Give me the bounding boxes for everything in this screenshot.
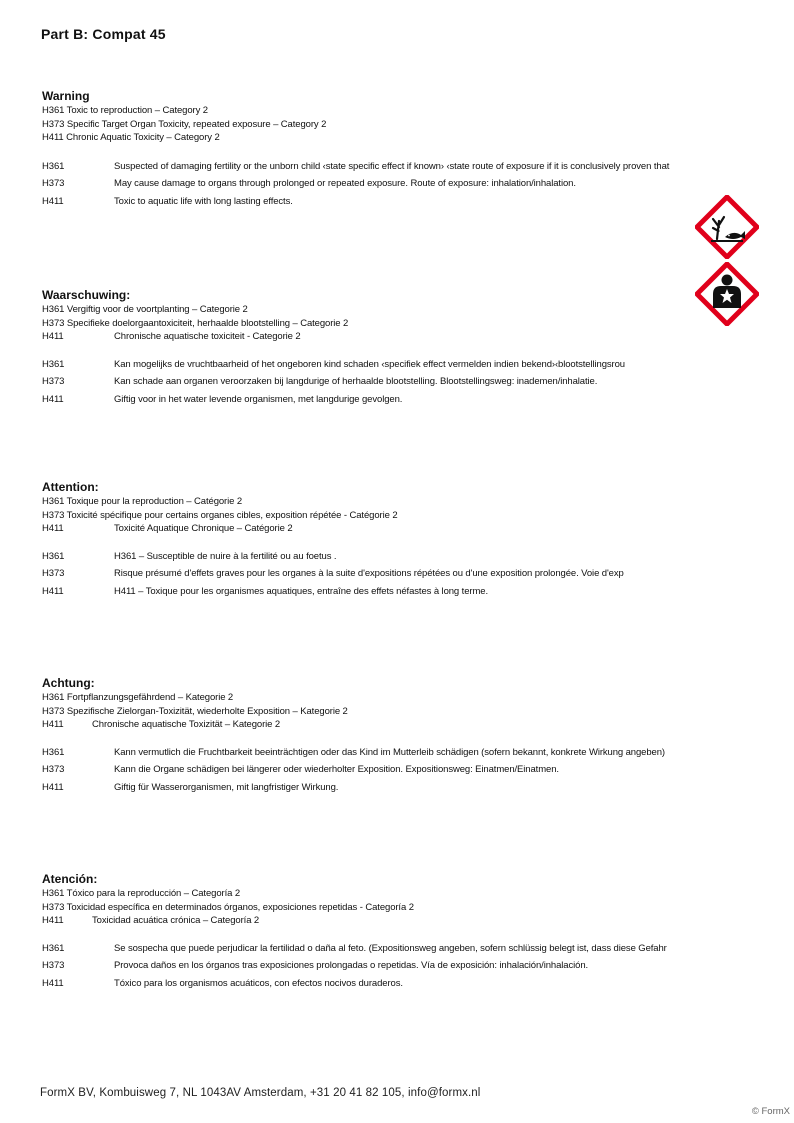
statement-text: May cause damage to organs through prolonged or repeated exposure. Route of exposure: inhalation/inhalation. <box>114 178 576 189</box>
environment-hazard-icon <box>695 195 759 259</box>
classification-text: Toxicité spécifique pour certains organes cibles, exposition répétée - Catégorie 2 <box>64 509 398 521</box>
statement-text: Tóxico para los organismos acuáticos, con efectos nocivos duraderos. <box>114 977 403 989</box>
statement-text: Suspected of damaging fertility or the unborn child ‹state specific effect if known› ‹state route of exposure if it is conclusively proven that <box>114 160 670 172</box>
statement-text: Giftig für Wasserorganismen, mit langfristiger Wirkung. <box>114 781 339 793</box>
section-de <box>42 676 742 796</box>
hazard-statement <box>42 565 736 583</box>
hazard-statement <box>42 761 736 779</box>
section-nl <box>42 288 742 408</box>
classification-text: Specific Target Organ Toxicity, repeated exposure – Category 2 <box>64 118 327 130</box>
h-code: H411 <box>42 719 64 730</box>
h-code: H373 <box>42 568 65 579</box>
classification-text: Toxicité Aquatique Chronique – Catégorie 2 <box>114 523 293 534</box>
hazard-statement <box>42 583 736 601</box>
classification-line <box>42 901 742 915</box>
h-code: H411 <box>42 915 64 926</box>
hazard-statement <box>42 158 736 176</box>
section-heading: Achtung: <box>42 676 95 690</box>
classification-line <box>42 887 742 901</box>
classification-line <box>42 718 742 732</box>
h-code: H361 <box>42 888 65 899</box>
hazard-statement <box>42 356 736 374</box>
h-code: H361 <box>42 160 65 172</box>
section-heading: Waarschuwing: <box>42 288 131 302</box>
h-code: H411 <box>42 523 64 534</box>
classification-line <box>42 330 742 344</box>
hazard-statement <box>42 373 736 391</box>
section-en <box>42 89 742 210</box>
classification-text: Vergiftig voor de voortplanting – Categorie 2 <box>64 304 248 315</box>
h-code: H411 <box>42 132 64 143</box>
section-heading: Warning <box>42 89 90 103</box>
hazard-statement <box>42 548 736 566</box>
statement-text: Se sospecha que puede perjudicar la fertilidad o daña al feto. (Expositionsweg angeben, sofern schlüssig belegt ist, dass diese Gefahr <box>114 942 667 954</box>
classification-line <box>42 131 742 145</box>
h-code: H361 <box>42 358 65 370</box>
statement-text: Giftig voor in het water levende organismen, met langdurige gevolgen. <box>114 393 403 405</box>
section-heading: Atención: <box>42 872 98 886</box>
hazard-statement <box>42 940 736 958</box>
statement-text: Kann vermutlich die Fruchtbarkeit beeinträchtigen oder das Kind im Mutterleib schädigen (sofern bekannt, konkrete Wirkung angeben) <box>114 746 665 758</box>
hazard-statement <box>42 779 736 797</box>
h-code: H373 <box>42 764 65 775</box>
h-code: H373 <box>42 901 65 913</box>
statement-text: H361 – Susceptible de nuire à la fertilité ou au foetus . <box>114 550 337 562</box>
section-es <box>42 872 742 992</box>
classification-text: Specifieke doelorgaantoxiciteit, herhaalde blootstelling – Categorie 2 <box>64 317 349 329</box>
hazard-statement <box>42 957 736 975</box>
statement-text: Kan schade aan organen veroorzaken bij langdurige of herhaalde blootstelling. Blootstellingsweg: inademen/inhalatie. <box>114 376 598 387</box>
hazard-statement <box>42 193 736 211</box>
h-code: H361 <box>42 105 65 116</box>
h-code: H373 <box>42 705 65 717</box>
hazard-statement <box>42 744 736 762</box>
classification-line <box>42 691 742 705</box>
copyright: © FormX <box>751 1106 790 1117</box>
classification-text: Toxicidad específica en determinados órganos, exposiciones repetidas - Categoría 2 <box>64 901 414 913</box>
h-code: H361 <box>42 550 65 562</box>
statement-text: H411 – Toxique pour les organismes aquatiques, entraîne des effets néfastes à long terme. <box>114 585 488 597</box>
classification-line <box>42 705 742 719</box>
h-code: H411 <box>42 195 64 207</box>
hazard-statement <box>42 391 736 409</box>
h-code: H373 <box>42 960 65 971</box>
classification-text: Chronische aquatische Toxizität – Kategorie 2 <box>92 719 281 730</box>
statement-text: Kan mogelijks de vruchtbaarheid of het ongeboren kind schaden ‹specifiek effect vermelden indien bekend›‹blootstellingsrou <box>114 358 625 370</box>
hazard-statement <box>42 175 736 193</box>
classification-text: Fortpflanzungsgefährdend – Kategorie 2 <box>64 692 234 703</box>
h-code: H373 <box>42 118 65 130</box>
classification-text: Toxic to reproduction – Category 2 <box>64 105 208 116</box>
classification-line <box>42 317 742 331</box>
statement-text: Risque présumé d'effets graves pour les organes à la suite d'expositions répétées ou d'une exposition prolongée. Voie d'exp <box>114 568 624 579</box>
classification-text: Toxique pour la reproduction – Catégorie 2 <box>64 496 243 507</box>
classification-text: Spezifische Zielorgan-Toxizität, wiederholte Exposition – Kategorie 2 <box>64 705 348 717</box>
statement-text: Provoca daños en los órganos tras exposiciones prolongadas o repetidas. Vía de exposición: inhalación/inhalación. <box>114 960 589 971</box>
footer-address: FormX BV, Kombuisweg 7, NL 1043AV Amsterdam, +31 20 41 82 105, info@formx.nl <box>40 1087 481 1099</box>
h-code: H411 <box>42 393 64 405</box>
h-code: H411 <box>42 331 64 342</box>
hazard-statement <box>42 975 736 993</box>
page-title: Part B: Compat 45 <box>41 26 166 42</box>
h-code: H373 <box>42 317 65 329</box>
classification-line <box>42 118 742 132</box>
health-hazard-icon <box>695 262 759 326</box>
h-code: H361 <box>42 496 65 507</box>
h-code: H373 <box>42 178 65 189</box>
classification-text: Tóxico para la reproducción – Categoría 2 <box>64 888 241 899</box>
h-code: H361 <box>42 942 65 954</box>
classification-line <box>42 522 742 536</box>
section-fr <box>42 480 742 600</box>
statement-text: Toxic to aquatic life with long lasting effects. <box>114 195 293 207</box>
classification-line <box>42 495 742 509</box>
classification-line <box>42 914 742 928</box>
classification-line <box>42 509 742 523</box>
h-code: H411 <box>42 781 64 793</box>
classification-line <box>42 303 742 317</box>
classification-line <box>42 104 742 118</box>
statement-text: Kann die Organe schädigen bei längerer oder wiederholter Exposition. Expositionsweg: Einatmen/Einatmen. <box>114 764 559 775</box>
h-code: H411 <box>42 585 64 597</box>
classification-text: Toxicidad acuática crónica – Categoría 2 <box>92 915 260 926</box>
h-code: H373 <box>42 509 65 521</box>
h-code: H373 <box>42 376 65 387</box>
h-code: H361 <box>42 304 65 315</box>
h-code: H361 <box>42 692 65 703</box>
h-code: H411 <box>42 977 64 989</box>
section-heading: Attention: <box>42 480 99 494</box>
classification-text: Chronische aquatische toxiciteit - Categorie 2 <box>114 331 301 342</box>
h-code: H361 <box>42 746 65 758</box>
classification-text: Chronic Aquatic Toxicity – Category 2 <box>63 132 220 143</box>
